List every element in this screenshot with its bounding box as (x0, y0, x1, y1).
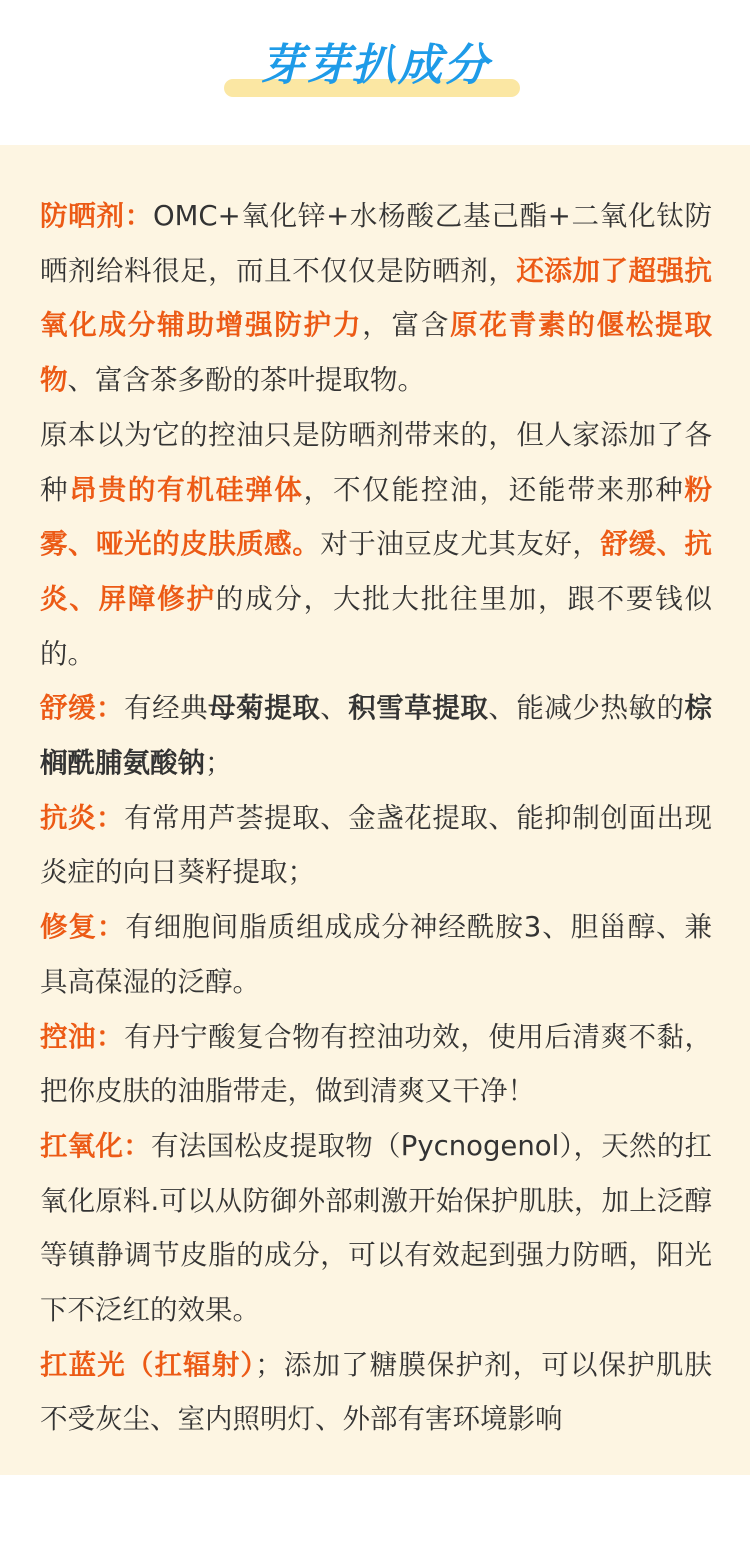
paragraph-blue-light (40, 1338, 712, 1447)
text-run: OMC+氧化锌+水杨酸乙基己酯+二氧化钛防晒剂给料很足，而且不仅仅是防晒剂， (40, 200, 713, 287)
bold-ingredient: 积雪草提取 (348, 692, 489, 725)
paragraph-antioxidant (40, 1119, 712, 1338)
bold-ingredient: 母菊提取 (208, 692, 321, 725)
highlight-text: 粉雾、哑光的皮肤质感。 (40, 473, 713, 561)
section-label-anti-inflammatory: 抗炎： (40, 801, 125, 834)
paragraph-anti-inflammatory (40, 791, 712, 900)
section-label-soothing: 舒缓： (40, 692, 125, 725)
section-label-antioxidant: 扛氧化： (40, 1129, 151, 1162)
page-title: 芽芽扒成分 (260, 40, 490, 91)
text-run: ，富含 (362, 309, 451, 342)
text-run: 对于油豆皮尤其友好， (320, 528, 601, 561)
section-label-blue-light: 扛蓝光（扛辐射） (40, 1348, 256, 1381)
text-run: 、富含茶多酚的茶叶提取物。 (67, 364, 425, 397)
text-run: 的成分，大批大批往里加，跟不要钱似的。 (40, 582, 713, 670)
text-run: ； (205, 747, 233, 780)
section-label-oil-control: 控油： (40, 1020, 125, 1053)
highlight-text: 原花青素的偃松提取物 (40, 309, 713, 397)
paragraph-sunscreen (40, 189, 712, 408)
text-run: ，不仅能控油，还能带来那种 (303, 473, 685, 506)
highlight-text: 舒缓、抗炎、屏障修护 (40, 528, 713, 615)
section-label-sunscreen: 防晒剂： (40, 200, 154, 232)
bold-ingredient: 棕榈酰脯氨酸钠 (40, 692, 713, 780)
header (0, 0, 750, 145)
text-run: 有细胞间脂质组成成分神经酰胺3、胆甾醇、兼具高葆湿的泛醇。 (40, 911, 712, 998)
text-run: 有丹宁酸复合物有控油功效，使用后清爽不黏，把你皮肤的油脂带走，做到清爽又干净！ (40, 1020, 713, 1108)
text-run: 、能减少热敏的 (488, 692, 685, 725)
paragraph-repair (40, 900, 712, 1009)
text-run: ；添加了糖膜保护剂，可以保护肌肤不受灰尘、室内照明灯、外部有害环境影响 (40, 1348, 713, 1436)
text-run: 有经典 (124, 692, 209, 725)
section-label-repair: 修复： (40, 911, 126, 944)
text-run: 有常用芦荟提取、金盏花提取、能抑制创面出现炎症的向日葵籽提取； (40, 801, 713, 889)
paragraph-oil-control (40, 1010, 712, 1119)
text-run: 有法国松皮提取物（Pycnogenol），天然的扛氧化原料.可以从防御外部刺激开始保护肌肤，加上泛醇等镇静调节皮脂的成分，可以有效起到强力防晒，阳光下不泛红的效果。 (40, 1129, 712, 1327)
highlight-text: 昂贵的有机硅弹体 (69, 473, 304, 506)
article-body (40, 189, 712, 1447)
text-run: 、 (320, 692, 349, 725)
text-run: 原本以为它的控油只是防晒剂带来的，但人家添加了各种 (40, 418, 712, 506)
highlight-text: 还添加了超强抗氧化成分辅助增强防护力 (40, 254, 713, 342)
paragraph-soothing (40, 681, 712, 790)
paragraph-oil-control-intro (40, 408, 712, 682)
